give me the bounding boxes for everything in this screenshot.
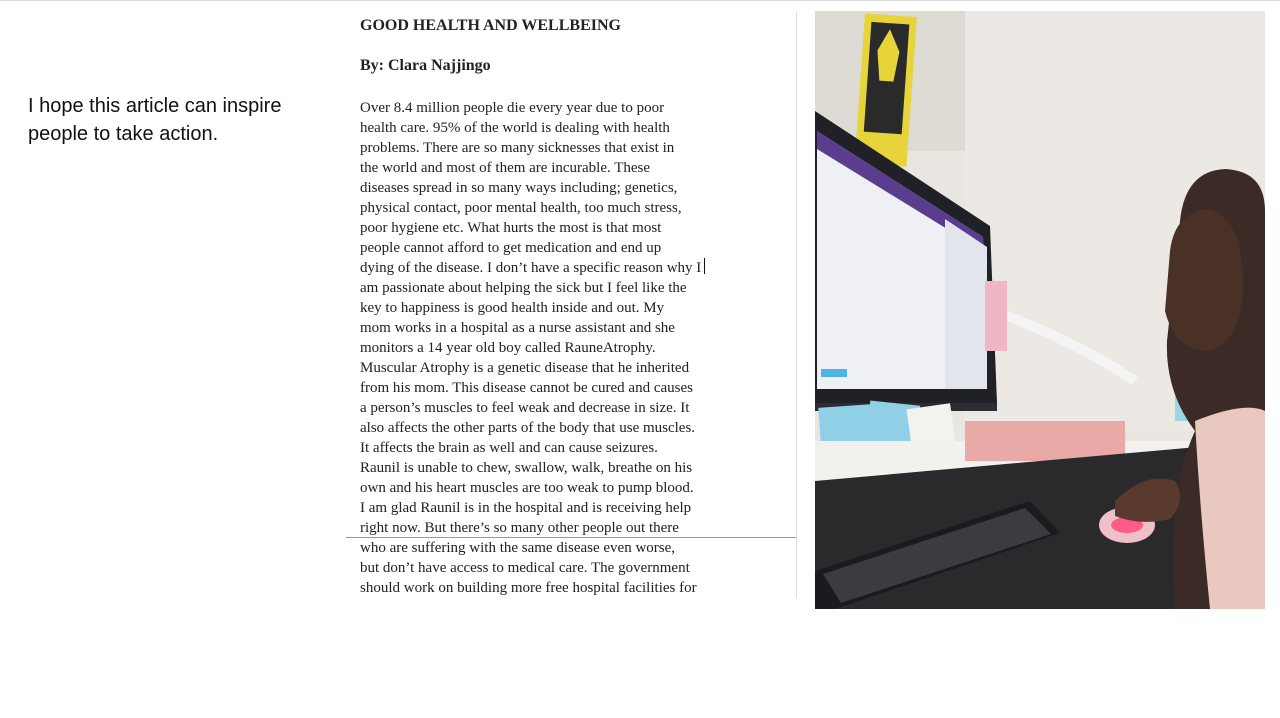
document-page [360,12,750,598]
body-line: own and his heart muscles are too weak to pump blood. [360,480,694,496]
body-line: who are suffering with the same disease even worse, [360,540,676,556]
body-line: but don’t have access to medical care. The government [360,560,690,576]
body-line: right now. But there’s so many other people out there [360,520,679,536]
slide-top-border [0,0,1280,1]
document-author: By: Clara Najjingo [360,57,491,74]
body-line: health care. 95% of the world is dealing with health [360,120,670,136]
slide-caption: I hope this article can inspire people to take action. [28,95,282,145]
pink-folder [965,421,1125,461]
page-break-line [346,537,796,538]
body-line: key to happiness is good health inside and out. My [360,300,665,316]
body-line: from his mom. This disease cannot be cured and causes [360,380,693,396]
body-line: a person’s muscles to feel weak and decrease in size. It [360,400,690,416]
body-line-with-caret [360,258,750,278]
body-line: the world and most of them are incurable. These [360,160,651,176]
body-line: I am glad Raunil is in the hospital and is receiving help [360,500,692,516]
body-line: monitors a 14 year old boy called RauneAtrophy. [360,340,656,356]
text-cursor [704,258,705,274]
document-excerpt [346,12,797,598]
body-line: poor hygiene etc. What hurts the most is that most [360,220,662,236]
body-line: people cannot afford to get medication and end up [360,240,662,256]
body-line: am passionate about helping the sick but I feel like the [360,280,687,296]
document-body [360,98,750,598]
body-line: should work on building more free hospital facilities for [360,580,697,596]
body-line: Raunil is unable to chew, swallow, walk, breathe on his [360,460,693,476]
body-line: It affects the brain as well and can cause seizures. [360,440,658,456]
body-line: also affects the other parts of the body that use muscles. [360,420,696,436]
body-line: mom works in a hospital as a nurse assistant and she [360,320,675,336]
body-line: Over 8.4 million people die every year due to poor [360,100,665,116]
body-line: problems. There are so many sicknesses that exist in [360,140,675,156]
body-line-text: dying of the disease. I don’t have a specific reason why I [360,260,702,276]
body-line: Muscular Atrophy is a genetic disease that he inherited [360,360,690,376]
photo-illustration [815,11,1265,609]
body-line: physical contact, poor mental health, too much stress, [360,200,682,216]
author-photo [815,11,1265,609]
body-line: diseases spread in so many ways including; genetics, [360,180,678,196]
document-title: GOOD HEALTH AND WELLBEING [360,17,621,34]
